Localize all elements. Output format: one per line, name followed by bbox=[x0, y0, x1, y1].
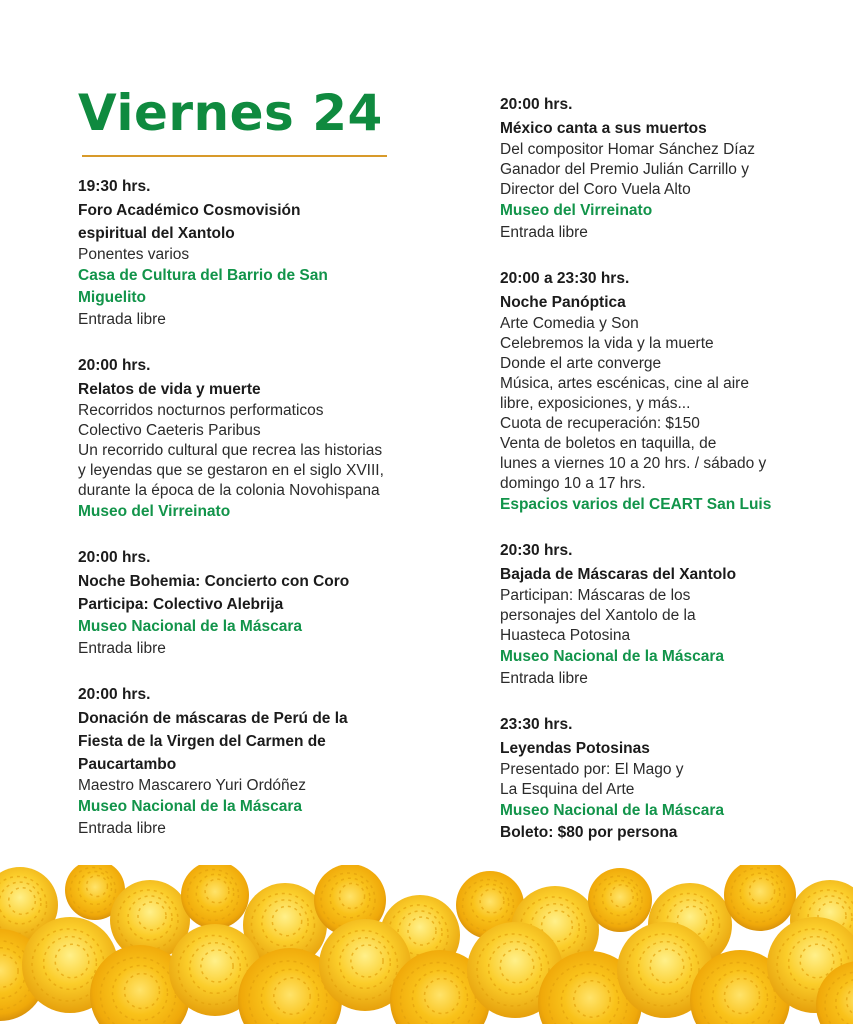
event-description: Venta de boletos en taquilla, de bbox=[500, 435, 717, 452]
marigold-flower bbox=[181, 865, 249, 929]
event-venue: Miguelito bbox=[78, 289, 147, 306]
event-entry: Entrada libre bbox=[500, 224, 588, 241]
event-venue: Museo Nacional de la Máscara bbox=[500, 648, 724, 665]
event-description: Música, artes escénicas, cine al aire bbox=[500, 375, 749, 392]
event-title: Relatos de vida y muerte bbox=[78, 381, 261, 398]
event-description: Huasteca Potosina bbox=[500, 627, 631, 644]
event-title: Noche Bohemia: Concierto con Coro bbox=[78, 573, 350, 590]
title-underline bbox=[82, 155, 387, 157]
event-title: Foro Académico Cosmovisión bbox=[78, 202, 301, 219]
event-time: 20:00 hrs. bbox=[78, 686, 151, 703]
event-description: Un recorrido cultural que recrea las historias bbox=[78, 442, 383, 459]
event-description: Participan: Máscaras de los bbox=[500, 587, 691, 604]
marigold-flowers-image bbox=[0, 865, 853, 1024]
event-venue: Museo Nacional de la Máscara bbox=[500, 802, 724, 819]
event-entry: Entrada libre bbox=[78, 311, 166, 328]
event-item bbox=[500, 714, 820, 844]
event-time: 20:00 hrs. bbox=[78, 357, 151, 374]
event-item bbox=[78, 547, 458, 660]
event-description: y leyendas que se gestaron en el siglo XVIII, bbox=[78, 462, 384, 479]
event-description: Colectivo Caeteris Paribus bbox=[78, 422, 261, 439]
event-entry: Boleto: $80 por persona bbox=[500, 824, 678, 841]
event-description: Arte Comedia y Son bbox=[500, 315, 639, 332]
event-description: Recorridos nocturnos performaticos bbox=[78, 402, 324, 419]
page-title: Viernes 24 bbox=[78, 84, 383, 142]
event-title: Donación de máscaras de Perú de la bbox=[78, 710, 348, 727]
event-description: Ponentes varios bbox=[78, 246, 190, 263]
marigold-flower bbox=[588, 868, 652, 932]
event-venue: Espacios varios del CEART San Luis bbox=[500, 496, 772, 513]
event-title: Leyendas Potosinas bbox=[500, 740, 650, 757]
event-time: 20:00 a 23:30 hrs. bbox=[500, 270, 630, 287]
left-column bbox=[78, 176, 458, 864]
event-description: Maestro Mascarero Yuri Ordóñez bbox=[78, 777, 307, 794]
event-venue: Museo Nacional de la Máscara bbox=[78, 618, 302, 635]
event-description: Donde el arte converge bbox=[500, 355, 662, 372]
right-column bbox=[500, 94, 820, 868]
event-title: Paucartambo bbox=[78, 756, 177, 773]
event-time: 23:30 hrs. bbox=[500, 716, 573, 733]
event-item bbox=[78, 355, 458, 523]
event-title: Bajada de Máscaras del Xantolo bbox=[500, 566, 737, 583]
event-time: 20:00 hrs. bbox=[500, 96, 573, 113]
event-time: 20:00 hrs. bbox=[78, 549, 151, 566]
event-description: Ganador del Premio Julián Carrillo y bbox=[500, 161, 749, 178]
event-description: Director del Coro Vuela Alto bbox=[500, 181, 691, 198]
event-description: Cuota de recuperación: $150 bbox=[500, 415, 700, 432]
event-entry: Entrada libre bbox=[500, 670, 588, 687]
event-entry: Entrada libre bbox=[78, 820, 166, 837]
event-venue: Museo del Virreinato bbox=[500, 202, 653, 219]
event-description: Presentado por: El Mago y bbox=[500, 761, 684, 778]
event-description: Del compositor Homar Sánchez Díaz bbox=[500, 141, 755, 158]
event-description: La Esquina del Arte bbox=[500, 781, 635, 798]
marigold-flowers-border bbox=[0, 865, 853, 1024]
event-description: libre, exposiciones, y más... bbox=[500, 395, 691, 412]
event-venue: Museo del Virreinato bbox=[78, 503, 231, 520]
event-description: durante la época de la colonia Novohispana bbox=[78, 482, 380, 499]
event-item bbox=[78, 176, 458, 331]
event-venue: Casa de Cultura del Barrio de San bbox=[78, 267, 328, 284]
event-title: espiritual del Xantolo bbox=[78, 225, 235, 242]
event-description: domingo 10 a 17 hrs. bbox=[500, 475, 646, 492]
marigold-flower bbox=[724, 865, 796, 931]
event-time: 20:30 hrs. bbox=[500, 542, 573, 559]
event-item bbox=[78, 684, 458, 840]
event-title: México canta a sus muertos bbox=[500, 120, 707, 137]
event-description: lunes a viernes 10 a 20 hrs. / sábado y bbox=[500, 455, 767, 472]
event-title: Participa: Colectivo Alebrija bbox=[78, 596, 284, 613]
event-time: 19:30 hrs. bbox=[78, 178, 151, 195]
event-title: Noche Panóptica bbox=[500, 294, 626, 311]
event-item bbox=[500, 540, 820, 690]
event-entry: Entrada libre bbox=[78, 640, 166, 657]
event-description: Celebremos la vida y la muerte bbox=[500, 335, 714, 352]
event-item bbox=[500, 268, 820, 516]
event-venue: Museo Nacional de la Máscara bbox=[78, 798, 302, 815]
event-title: Fiesta de la Virgen del Carmen de bbox=[78, 733, 326, 750]
event-description: personajes del Xantolo de la bbox=[500, 607, 696, 624]
event-item bbox=[500, 94, 820, 244]
